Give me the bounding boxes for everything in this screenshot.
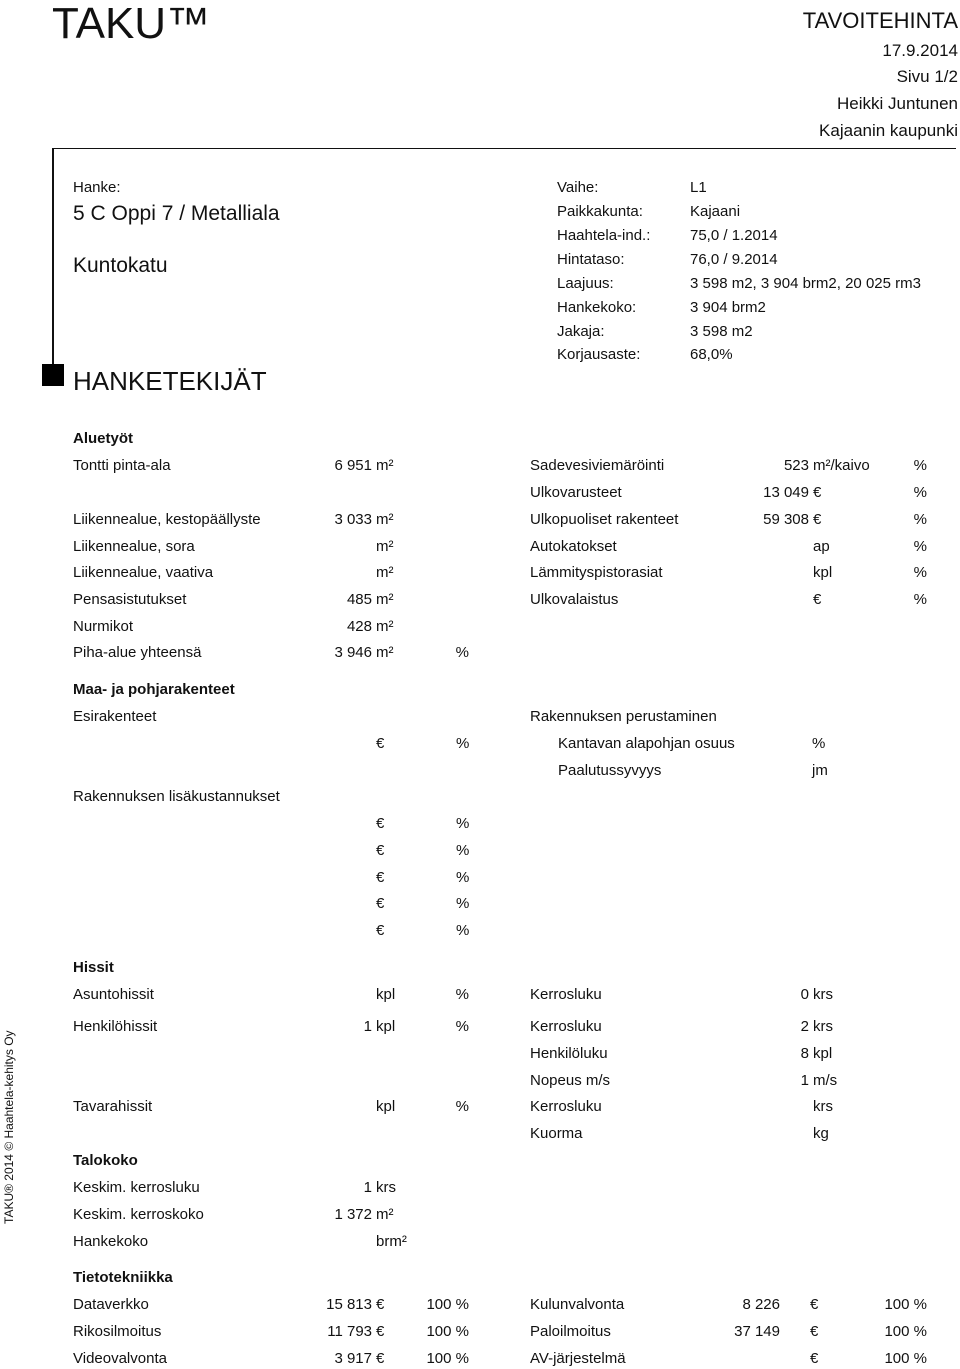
row-percent: % [913,457,927,474]
row-label: Pensasistutukset [73,591,187,608]
hissi-sub-unit: m/s [813,1072,838,1089]
row-value: 8 226 [742,1296,780,1313]
hissi-sub-label: Nopeus m/s [530,1072,611,1089]
row-value: 1 [363,1179,372,1196]
row-unit: kpl [376,986,396,1003]
row-unit: € [376,1296,385,1313]
hissi-sub-unit: krs [813,1018,833,1035]
row-unit: m² [376,457,394,474]
section-aluetyot: Aluetyöt [73,430,133,447]
hissi-sub-value: 2 [800,1018,809,1035]
row-unit: € [376,1323,385,1340]
percent-sign: % [456,869,470,886]
row-unit: krs [376,1179,396,1196]
row-unit: € [810,1323,819,1340]
alapohja-unit: % [812,735,826,752]
row-label: Asuntohissit [73,986,154,1003]
info-value: 3 598 m2 [690,323,753,340]
row-label: Videovalvonta [73,1350,167,1367]
euro-sign: € [376,895,385,912]
row-unit: m² [376,511,394,528]
row-unit: € [813,511,822,528]
row-label: Kulunvalvonta [530,1296,625,1313]
row-unit: kpl [376,1018,396,1035]
row-label: Tontti pinta-ala [73,457,171,474]
info-label: Paikkakunta: [557,203,643,220]
row-percent: % [913,591,927,608]
header-rule [52,148,956,149]
row-unit: ap [813,538,830,555]
row-unit: brm² [376,1233,407,1250]
row-percent: % [455,644,469,661]
row-label: Ulkovalaistus [530,591,619,608]
row-percent: 100 % [426,1350,469,1367]
row-percent: % [913,511,927,528]
row-percent: 100 % [884,1296,927,1313]
percent-sign: % [456,842,470,859]
row-unit: m² [376,564,394,581]
percent-sign: % [456,815,470,832]
section-title: HANKETEKIJÄT [73,366,267,396]
row-percent: % [913,564,927,581]
row-unit: kpl [813,564,833,581]
row-label: Tavarahissit [73,1098,153,1115]
info-label: Korjausaste: [557,346,641,363]
header-date: 17.9.2014 [882,41,958,60]
row-label: Autokatokset [530,538,617,555]
row-unit: m² [376,644,394,661]
left-border [52,148,54,386]
hissi-sub-unit: kg [813,1125,829,1142]
row-value: 15 813 [326,1296,372,1313]
info-value: 3 904 brm2 [690,299,766,316]
row-value: 6 951 [334,457,372,474]
info-value: Kajaani [690,203,741,220]
row-label: Nurmikot [73,618,134,635]
info-value: 68,0% [690,346,733,363]
row-label: Henkilöhissit [73,1018,158,1035]
row-value: 13 049 [763,484,809,501]
hissi-sub-label: Kuorma [530,1125,583,1142]
info-label: Hankekoko: [557,299,637,316]
percent-sign: % [456,735,470,752]
row-unit: m² [376,538,394,555]
row-label: Sadevesiviemäröinti [530,457,665,474]
row-value: 485 [346,591,372,608]
info-label: Jakaja: [557,323,605,340]
row-value: 3 917 [334,1350,372,1367]
euro-sign: € [376,842,385,859]
row-unit: € [813,484,822,501]
row-label: Paloilmoitus [530,1323,611,1340]
info-label: Hintataso: [557,251,625,268]
row-percent: % [913,484,927,501]
hissi-sub-value: 8 [800,1045,809,1062]
row-unit: € [376,1350,385,1367]
header-page: Sivu 1/2 [896,67,958,86]
header-author: Heikki Juntunen [837,94,958,113]
perustaminen-label: Rakennuksen perustaminen [530,708,717,725]
hissi-sub-unit: krs [813,1098,833,1115]
row-value: 523 [783,457,809,474]
row-percent: % [455,1098,469,1115]
taku-logo: TAKU™ [52,0,211,48]
row-value: 3 033 [334,511,372,528]
copyright-side-text: TAKU® 2014 © Haahtela-kehitys Oy [2,1030,16,1224]
section-maa: Maa- ja pohjarakenteet [73,681,235,698]
info-label: Laajuus: [557,275,614,292]
row-label: Liikennealue, vaativa [73,564,214,581]
row-label: Keskim. kerroskoko [73,1206,204,1223]
row-unit: m² [376,591,394,608]
row-percent: % [455,1018,469,1035]
row-unit: m² [376,1206,394,1223]
row-unit: € [813,591,822,608]
row-percent: 100 % [884,1350,927,1367]
hissi-sub-label: Henkilöluku [530,1045,608,1062]
hissi-sub-value: 0 [800,986,809,1003]
section-tieto: Tietotekniikka [73,1269,173,1286]
header-client: Kajaanin kaupunki [819,121,958,140]
row-value: 11 793 [327,1323,372,1340]
row-label: Rikosilmoitus [73,1323,162,1340]
row-unit: € [810,1296,819,1313]
row-value: 1 [363,1018,372,1035]
row-percent: % [913,538,927,555]
section-marker [42,364,64,386]
row-value: 3 946 [334,644,372,661]
hissi-sub-label: Kerrosluku [530,1018,602,1035]
info-value: 3 598 m2, 3 904 brm2, 20 025 rm3 [690,275,921,292]
row-label: Liikennealue, kestopäällyste [73,511,261,528]
row-percent: 100 % [426,1296,469,1313]
euro-sign: € [376,922,385,939]
row-label: Lämmityspistorasiat [530,564,663,581]
row-percent: % [455,986,469,1003]
row-unit: kpl [376,1098,396,1115]
project-street: Kuntokatu [73,254,168,277]
row-value: 37 149 [734,1323,780,1340]
info-label: Vaihe: [557,179,599,196]
euro-sign: € [376,735,385,752]
alapohja-label: Kantavan alapohjan osuus [558,735,735,752]
euro-sign: € [376,815,385,832]
paalutus-label: Paalutussyvyys [558,762,662,779]
row-label: Piha-alue yhteensä [73,644,202,661]
row-unit: m²/kaivo [813,457,870,474]
hissi-sub-label: Kerrosluku [530,1098,602,1115]
row-value: 1 372 [334,1206,372,1223]
row-percent: 100 % [884,1323,927,1340]
row-label: Dataverkko [73,1296,149,1313]
hissi-sub-value: 1 [800,1072,809,1089]
percent-sign: % [456,922,470,939]
euro-sign: € [376,869,385,886]
row-unit: m² [376,618,394,635]
hissi-sub-unit: krs [813,986,833,1003]
paalutus-unit: jm [812,762,828,779]
info-value: 75,0 / 1.2014 [690,227,778,244]
section-hissit: Hissit [73,959,114,976]
document-title: TAVOITEHINTA [802,8,958,33]
row-percent: 100 % [426,1323,469,1340]
row-label: Keskim. kerrosluku [73,1179,200,1196]
section-talokoko: Talokoko [73,1152,138,1169]
info-value: L1 [690,179,707,196]
hissi-sub-unit: kpl [813,1045,833,1062]
row-value: 428 [346,618,372,635]
info-value: 76,0 / 9.2014 [690,251,778,268]
row-label: AV-järjestelmä [530,1350,626,1367]
info-label: Haahtela-ind.: [557,227,651,244]
row-label: Ulkovarusteet [530,484,622,501]
project-label: Hanke: [73,179,121,196]
row-label: Ulkopuoliset rakenteet [530,511,679,528]
row-label: Liikennealue, sora [73,538,195,555]
row-label: Hankekoko [73,1233,149,1250]
lisakustannukset-label: Rakennuksen lisäkustannukset [73,788,280,805]
esirakenteet-label: Esirakenteet [73,708,157,725]
hissi-sub-label: Kerrosluku [530,986,602,1003]
row-value: 59 308 [763,511,809,528]
row-unit: € [810,1350,819,1367]
percent-sign: % [456,895,470,912]
project-name: 5 C Oppi 7 / Metalliala [73,202,280,225]
